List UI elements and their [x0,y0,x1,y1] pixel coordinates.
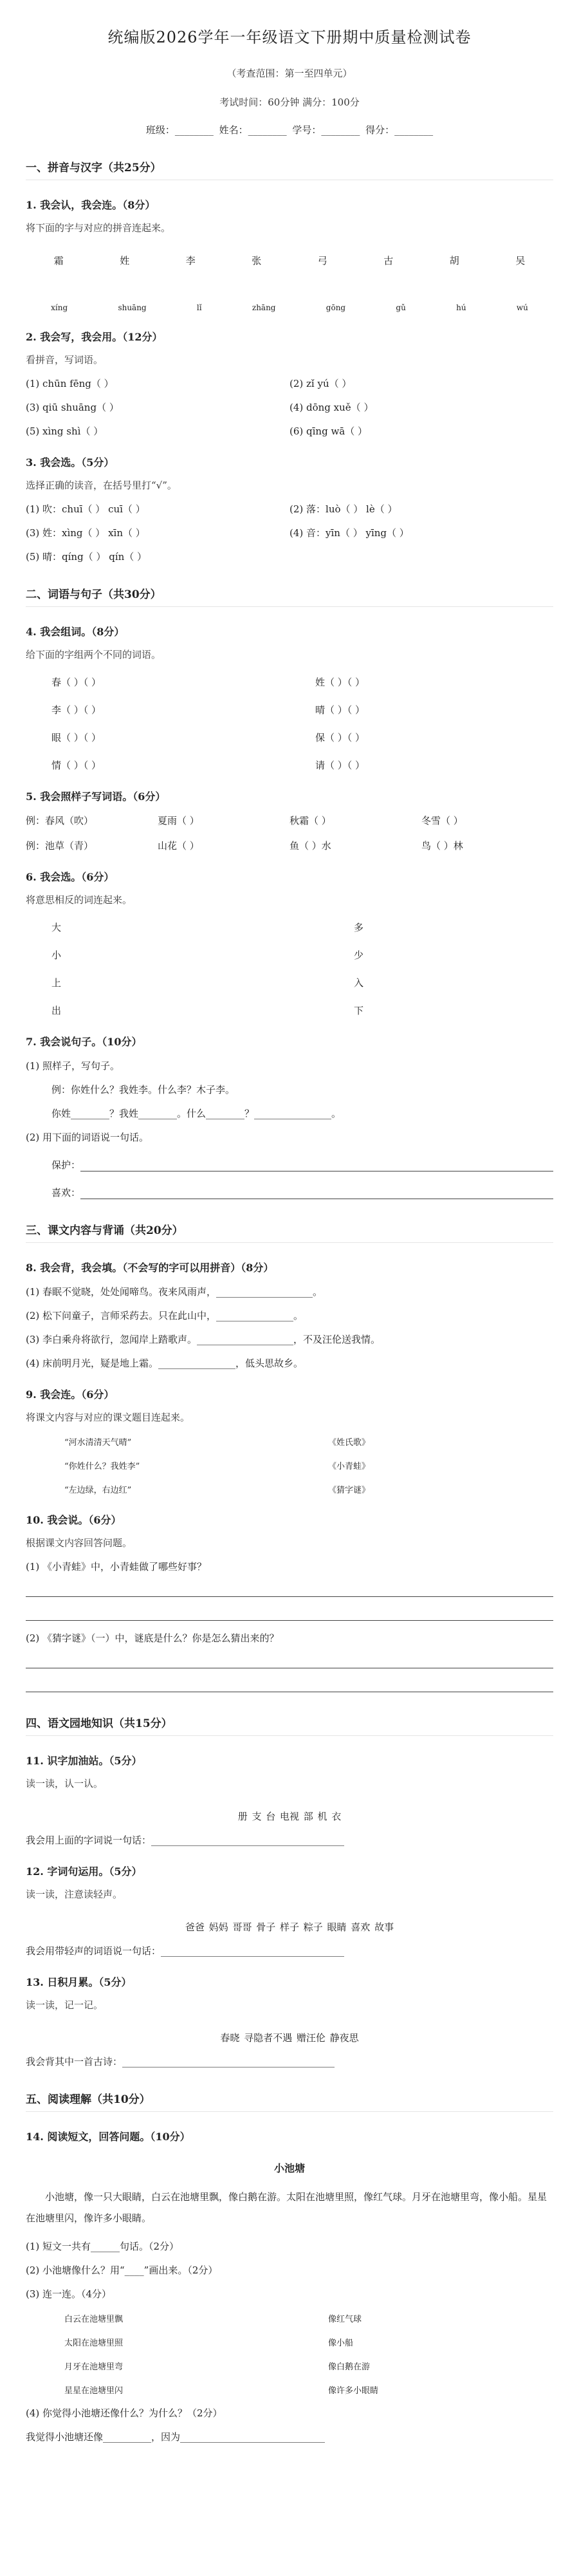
choice-item[interactable]: (3) 姓：xìng（ ） xīn（ ） [26,527,145,539]
question-title: 13. 日积月累。（5分） [26,1976,132,1988]
choice-item[interactable]: (1) 吹：chuī（ ） cuī（ ） [26,503,145,515]
pinyin-blank[interactable]: (4) dōng xuě（ ） [290,402,374,413]
pinyin-blank[interactable]: (6) qīng wā（ ） [290,425,367,437]
answer-row [26,526,553,539]
word-label: 喜欢： [51,1187,81,1199]
character[interactable]: 吴 [515,255,526,266]
pattern-blank[interactable]: 山花（ ） [158,840,199,852]
pinyin[interactable]: wú [516,303,528,312]
sentence-fill[interactable]: 我会背其中一首古诗：____________________________________________ [26,2056,335,2067]
sub-question: (2) 用下面的词语说一句话。 [26,1132,149,1143]
question-title: 9. 我会连。（6分） [26,1388,115,1401]
question-instruction: 将意思相反的词连起来。 [26,894,133,906]
pinyin-blank[interactable]: (1) chūn fēng（ ） [26,378,114,389]
character[interactable]: 弓 [317,255,327,266]
pinyin-blank[interactable]: (3) qiū shuāng（ ） [26,402,119,413]
question-instruction: 根据课文内容回答问题。 [26,1537,133,1549]
match-row [26,2384,553,2396]
question-title: 4. 我会组词。（8分） [26,626,125,638]
question-title: 3. 我会选。（5分） [26,456,115,469]
question-instruction: 将下面的字与对应的拼音连起来。 [26,222,171,234]
pinyin[interactable]: zhāng [252,303,276,312]
section-title: 四、语文园地知识（共15分） [26,1714,553,1736]
character[interactable]: 古 [383,255,394,266]
pinyin[interactable]: hú [456,303,466,312]
sub-question: (1) 照样子，写句子。 [26,1060,120,1072]
answer-line[interactable] [80,1154,553,1171]
pattern-example: 例：春风（吹） [26,815,94,826]
answer-line[interactable] [26,1580,553,1597]
question-instruction: 看拼音，写词语。 [26,354,104,366]
question-title: 2. 我会写，我会用。（12分） [26,331,163,343]
question-instruction: 读一读，记一记。 [26,1999,104,2011]
pinyin[interactable]: xíng [51,303,68,312]
question-title: 1. 我会认，我会连。（8分） [26,199,156,211]
poem-fill[interactable]: (4) 床前明月光，疑是地上霜。________________，低头思故乡。 [26,1358,304,1369]
example-sentence: 例：你姓什么？我姓李。什么李？木子李。 [51,1084,235,1096]
character[interactable]: 霜 [53,255,64,266]
match-right[interactable]: 《小青蛙》 [328,1462,371,1471]
pattern-blank[interactable]: 冬雪（ ） [421,815,463,826]
word-group-blank[interactable]: 晴（ ）（ ） [315,704,365,716]
match-left[interactable]: “左边绿，右边红” [64,1486,132,1495]
word-group-row [26,758,553,772]
question-instruction: 给下面的字组两个不同的词语。 [26,649,161,660]
antonym-row [26,920,553,934]
word-group-blank[interactable]: 请（ ）（ ） [315,760,365,771]
answer-line[interactable] [80,1182,553,1199]
pinyin[interactable]: gǔ [396,303,406,312]
match-row [26,1459,553,1471]
sub-question: (2) 小池塘像什么？用“____”画出来。（2分） [26,2264,218,2276]
answer-row [26,550,553,563]
match-left[interactable]: “河水清清天气晴” [64,1438,132,1448]
pinyin[interactable]: shuāng [118,303,147,312]
question-title: 12. 字词句运用。（5分） [26,1865,142,1878]
match-left[interactable]: 星星在池塘里闪 [64,2386,124,2396]
question-title: 6. 我会选。（6分） [26,871,115,883]
sentence-fill[interactable]: 我会用上面的字词说一句话：________________________________________ [26,1834,345,1846]
word-group-blank[interactable]: 眼（ ）（ ） [51,732,102,743]
pinyin[interactable]: gōng [326,303,346,312]
question-title: 11. 识字加油站。（5分） [26,1755,142,1767]
sub-question: (4) 你觉得小池塘还像什么？为什么？（2分） [26,2407,223,2419]
answer-line[interactable] [26,1675,553,1692]
pinyin[interactable]: lǐ [196,303,202,312]
answer-row [26,424,553,438]
word-group-blank[interactable]: 姓（ ）（ ） [315,677,365,688]
story-title: 小池塘 [273,2162,305,2174]
section-title: 五、阅读理解（共10分） [26,2090,553,2112]
section-title: 二、词语与句子（共30分） [26,585,553,607]
antonym-right[interactable]: 下 [354,1005,364,1016]
answer-line[interactable] [26,1651,553,1668]
sentence-fill[interactable]: 你姓________？我姓________。什么________？________________。 [51,1108,342,1119]
question-instruction: 读一读，认一认。 [26,1778,104,1789]
question-title: 7. 我会说句子。（10分） [26,1036,142,1048]
poem-fill[interactable]: (1) 春眠不觉晓，处处闻啼鸟。夜来风雨声，____________________。 [26,1286,323,1298]
question-title: 10. 我会说。（6分） [26,1514,122,1526]
match-left[interactable]: “你姓什么？我姓李” [64,1462,140,1471]
section-title: 一、拼音与汉字（共25分） [26,158,553,180]
sentence-fill[interactable]: 我会用带轻声的词语说一句话：______________________________________ [26,1945,345,1957]
match-right[interactable]: 像小船 [328,2338,354,2348]
word-group-blank[interactable]: 保（ ）（ ） [315,732,365,743]
pattern-blank[interactable]: 秋霜（ ） [290,815,331,826]
word-group-blank[interactable]: 春（ ）（ ） [51,677,102,688]
time-score: 考试时间：60分钟 满分：100分 [219,97,360,108]
poem-fill[interactable]: (3) 李白乘舟将欲行，忽闻岸上踏歌声。____________________，不及汪伦送我情。 [26,1334,381,1345]
word-list: 春晓 寻隐者不遇 赠汪伦 静夜思 [220,2032,359,2044]
word-group-row [26,731,553,744]
word-list: 爸爸 妈妈 哥哥 骨子 样子 粽子 眼睛 喜欢 故事 [185,1921,394,1933]
answer-row [26,502,553,516]
word-list: 册 支 台 电视 部 机 衣 [237,1811,342,1822]
poem-fill[interactable]: (2) 松下问童子，言师采药去。只在此山中，________________。 [26,1310,304,1321]
pinyin-blank[interactable]: (5) xìng shì（ ） [26,425,104,437]
pattern-row [26,814,553,827]
match-right[interactable]: 《姓氏歌》 [328,1438,371,1448]
character[interactable]: 姓 [120,255,130,266]
match-right[interactable]: 像红气球 [328,2315,362,2324]
antonym-row [26,948,553,962]
word-group-row [26,703,553,716]
match-right[interactable]: 《猜字谜》 [328,1486,371,1495]
answer-row [26,377,553,390]
section-title: 三、课文内容与背诵（共20分） [26,1221,553,1243]
pattern-row [26,839,553,852]
antonym-row [26,976,553,989]
word-sentence-row [26,1182,553,1199]
choice-item[interactable]: (4) 音：yīn（ ） yīng（ ） [290,527,409,539]
antonym-left[interactable]: 大 [51,922,62,933]
student-info-row[interactable]: 班级：________ 姓名：________ 学号：________ 得分：________ [145,124,434,136]
choice-item[interactable]: (5) 晴：qíng（ ） qín（ ） [26,551,147,563]
answer-line[interactable] [26,1603,553,1621]
match-left[interactable]: 白云在池塘里飘 [64,2315,124,2324]
pinyin-blank[interactable]: (2) zǐ yú（ ） [290,378,352,389]
story-text: 小池塘，像一只大眼睛，白云在池塘里飘，像白鹅在游。太阳在池塘里照，像红气球。月牙在池塘里弯，像小船。星星在池塘里闪，像许多小眼睛。 [26,2191,547,2224]
word-label: 保护： [51,1159,81,1171]
antonym-left[interactable]: 上 [51,977,62,989]
pattern-blank[interactable]: 鸟（ ）林 [421,840,463,852]
antonym-row [26,1003,553,1017]
sub-question: (2) 《猜字谜》（一）中，谜底是什么？你是怎么猜出来的？ [26,1632,279,1644]
question-instruction: 将课文内容与对应的课文题目连起来。 [26,1412,190,1423]
character[interactable]: 胡 [449,255,459,266]
sentence-fill[interactable]: 我觉得小池塘还像__________，因为______________________________ [26,2431,326,2443]
antonym-right[interactable]: 多 [354,922,364,933]
word-group-blank[interactable]: 情（ ）（ ） [51,760,102,771]
question-title: 5. 我会照样子写词语。（6分） [26,790,166,803]
character-row [26,254,553,267]
match-row [26,2336,553,2348]
match-right[interactable]: 像许多小眼睛 [328,2386,379,2396]
match-left[interactable]: 太阳在池塘里照 [64,2338,124,2348]
word-sentence-row [26,1154,553,1171]
character[interactable]: 张 [252,255,262,266]
exam-scope: （考查范围：第一至四单元） [226,68,353,79]
sub-question: (1) 《小青蛙》中，小青蛙做了哪些好事？ [26,1561,207,1573]
match-left[interactable]: 月牙在池塘里弯 [64,2362,124,2372]
pattern-blank[interactable]: 夏雨（ ） [158,815,199,826]
question-title: 8. 我会背，我会填。（不会写的字可以用拼音）（8分） [26,1262,274,1274]
page-title: 统编版2026学年一年级语文下册期中质量检测试卷 [107,28,472,46]
antonym-left[interactable]: 出 [51,1005,62,1016]
word-group-row [26,675,553,689]
word-group-blank[interactable]: 李（ ）（ ） [51,704,102,716]
match-right[interactable]: 像白鹅在游 [328,2362,371,2372]
match-row [26,1435,553,1448]
sub-question[interactable]: (1) 短文一共有______句话。（2分） [26,2241,179,2252]
pattern-example: 例：池草（青） [26,840,94,852]
antonym-left[interactable]: 小 [51,949,62,961]
choice-item[interactable]: (2) 落：luò（ ） lè（ ） [290,503,398,515]
answer-row [26,400,553,414]
antonym-right[interactable]: 入 [354,977,364,989]
match-row [26,2360,553,2372]
question-title: 14. 阅读短文，回答问题。（10分） [26,2131,190,2143]
character[interactable]: 李 [185,255,196,266]
match-row [26,1483,553,1495]
question-instruction: 选择正确的读音，在括号里打“√”。 [26,480,177,491]
match-row [26,2312,553,2324]
antonym-right[interactable]: 少 [354,949,364,961]
pattern-blank[interactable]: 鱼（ ）水 [290,840,331,852]
pinyin-row [26,303,553,312]
sub-question: (3) 连一连。（4分） [26,2288,112,2300]
question-instruction: 读一读，注意读轻声。 [26,1889,123,1900]
